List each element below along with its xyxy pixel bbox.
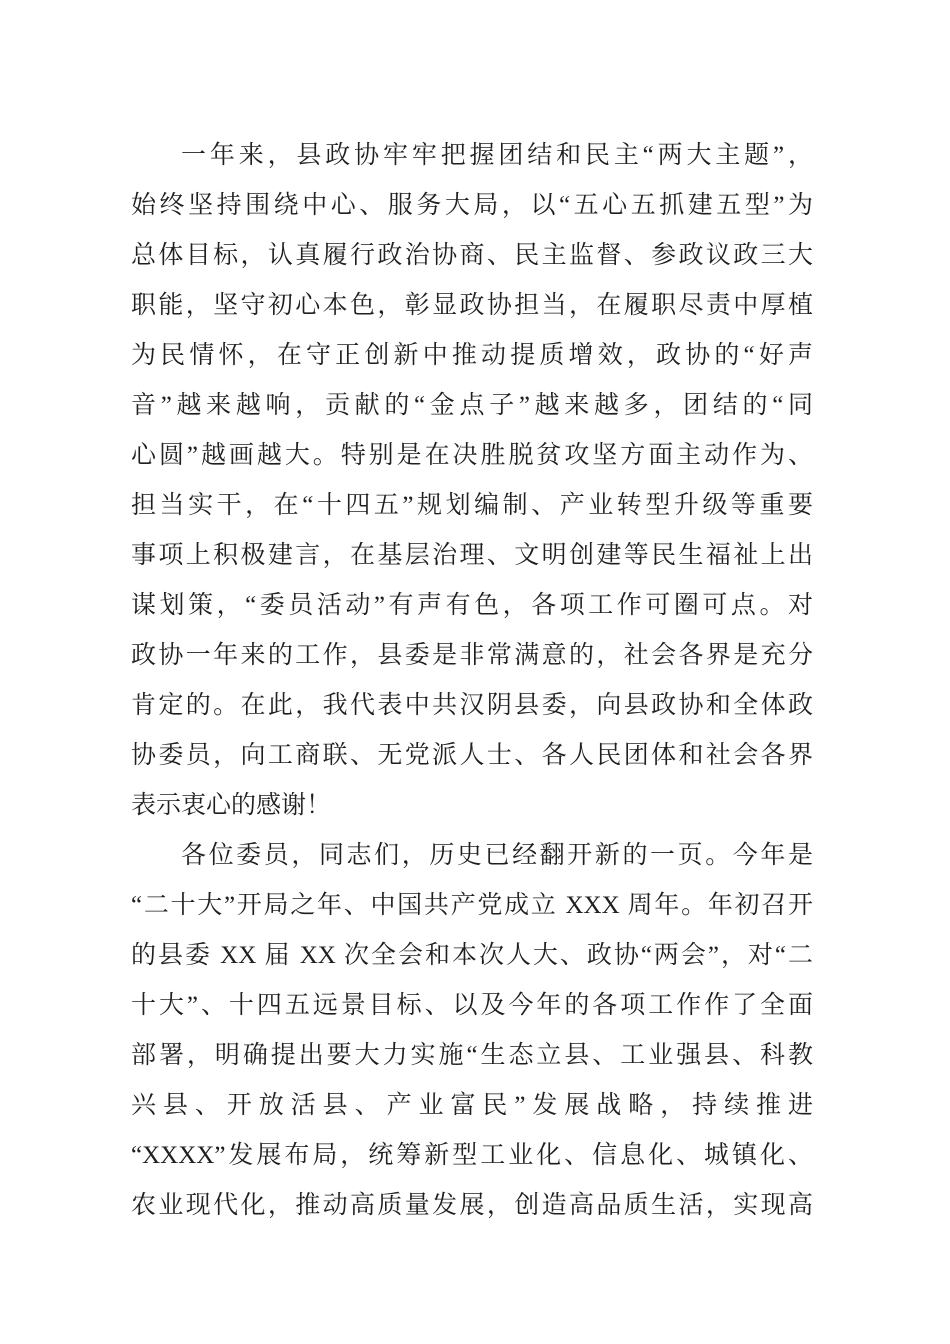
text-line: 表示衷心的感谢！ — [131, 792, 332, 819]
text-line: 部署，明确提出要大力实施“生态立县、工业强县、科教 — [131, 1042, 813, 1069]
text-line: 音”越来越响，贡献的“金点子”越来越多，团结的“同 — [131, 392, 813, 419]
text-line: 协委员，向工商联、无党派人士、各人民团体和社会各界 — [131, 742, 813, 769]
text-line: 一年来，县政协牢牢把握团结和民主“两大主题”， — [181, 142, 813, 169]
text-line: 职能，坚守初心本色，彰显政协担当，在履职尽责中厚植 — [131, 292, 813, 319]
text-line: 各位委员，同志们，历史已经翻开新的一页。今年是 — [181, 842, 813, 869]
text-line: 兴县、开放活县、产业富民”发展战略，持续推进 — [131, 1092, 813, 1119]
text-line: 担当实干，在“十四五”规划编制、产业转型升级等重要 — [131, 492, 813, 519]
text-line: 事项上积极建言，在基层治理、文明创建等民生福祉上出 — [131, 542, 813, 569]
text-line: 政协一年来的工作，县委是非常满意的，社会各界是充分 — [131, 642, 813, 669]
text-line: 肯定的。在此，我代表中共汉阴县委，向县政协和全体政 — [131, 692, 813, 719]
text-line: 谋划策，“委员活动”有声有色，各项工作可圈可点。对 — [131, 592, 813, 619]
text-line: 为民情怀，在守正创新中推动提质增效，政协的“好声 — [131, 342, 813, 369]
text-line: 总体目标，认真履行政治协商、民主监督、参政议政三大 — [131, 242, 813, 269]
text-line: 的县委 XX 届 XX 次全会和本次人大、政协“两会”，对“二 — [131, 942, 813, 969]
text-line: “二十大”开局之年、中国共产党成立 XXX 周年。年初召开 — [131, 892, 813, 919]
text-line: 农业现代化，推动高质量发展，创造高品质生活，实现高 — [131, 1192, 813, 1219]
text-line: 心圆”越画越大。特别是在决胜脱贫攻坚方面主动作为、 — [131, 442, 813, 469]
document-text — [131, 131, 813, 1231]
text-line: 始终坚持围绕中心、服务大局，以“五心五抓建五型”为 — [131, 192, 813, 219]
text-line: 十大”、十四五远景目标、以及今年的各项工作作了全面 — [131, 992, 813, 1019]
text-line: “XXXX”发展布局，统筹新型工业化、信息化、城镇化、 — [131, 1142, 813, 1169]
